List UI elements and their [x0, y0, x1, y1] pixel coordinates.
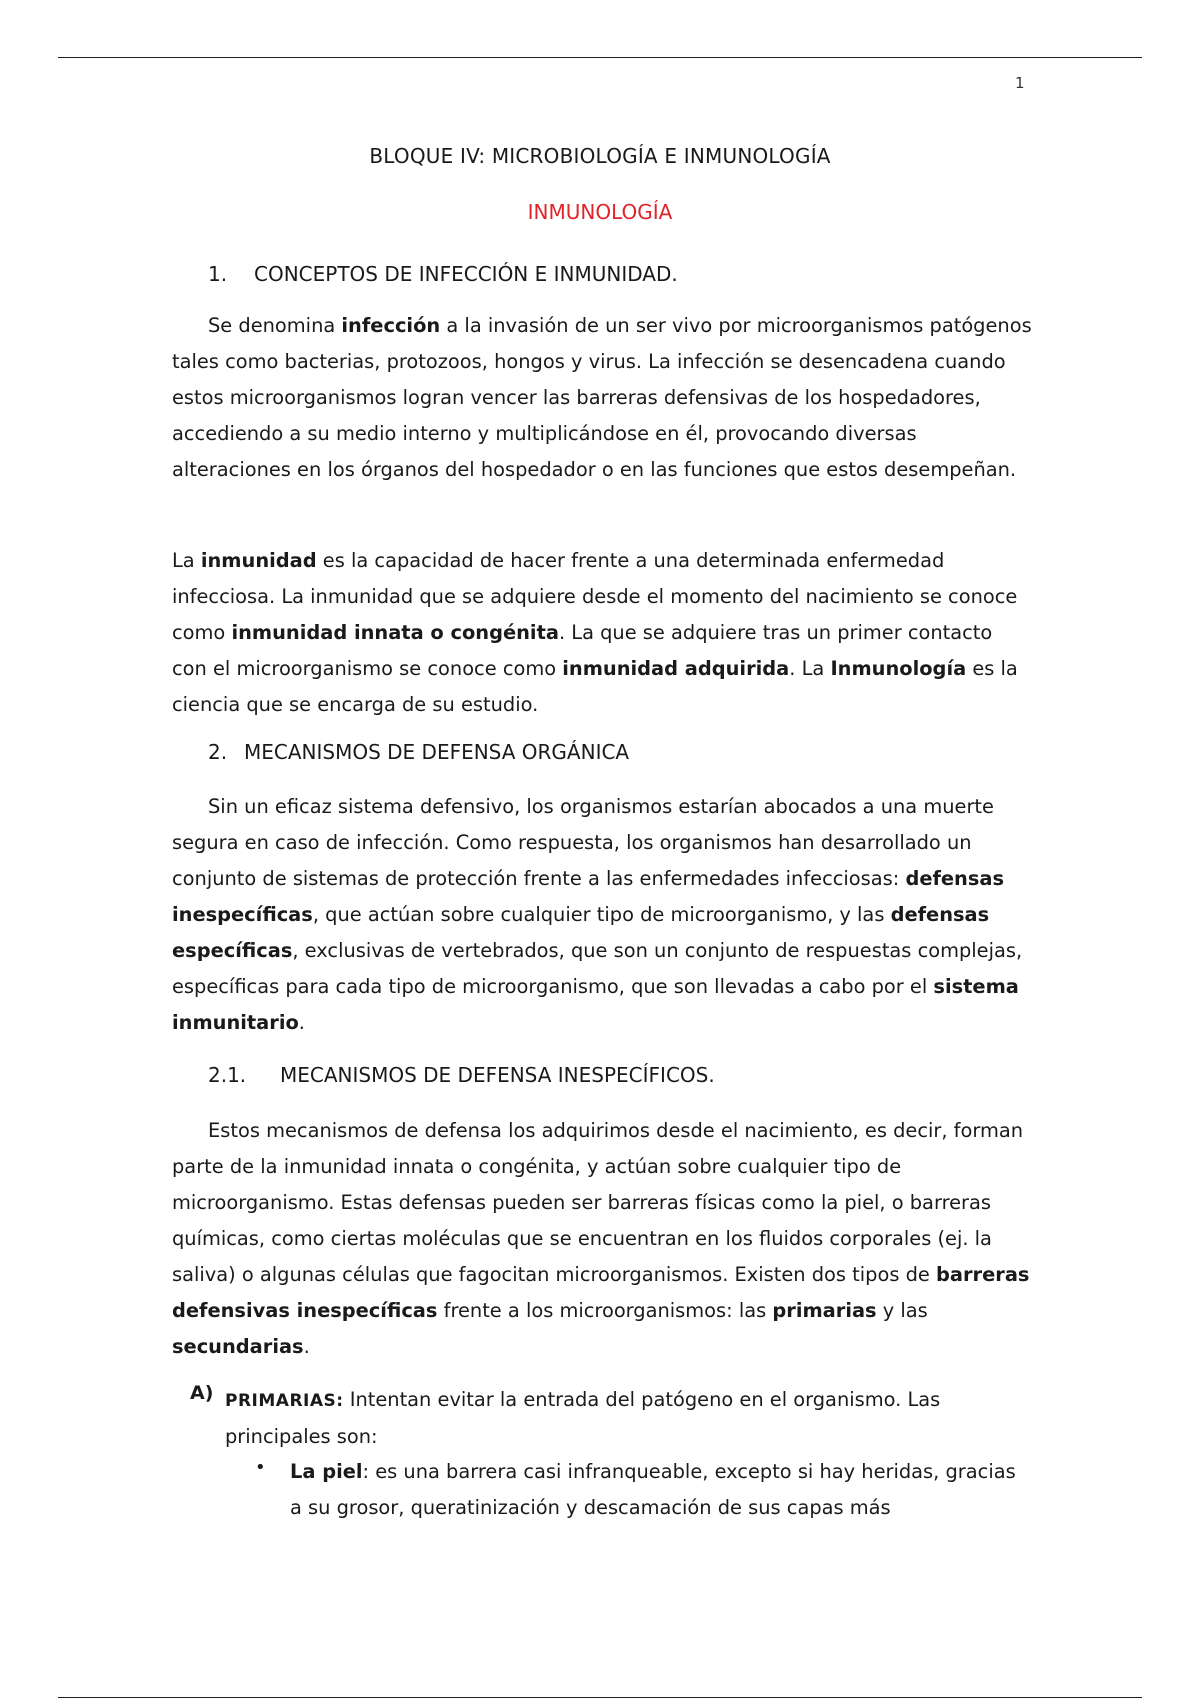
section-1-paragraph-1 — [172, 308, 1032, 488]
text: Intentan evitar la entrada del patógeno en el organismo. Las principales son: — [225, 1388, 941, 1448]
term-sistema-inmunitario: sistema inmunitario — [172, 975, 1019, 1034]
term-defensas-especificas: defensas específicas — [172, 903, 990, 962]
text: es la ciencia que se encarga de su estudio. — [172, 657, 1018, 716]
term-la-piel: La piel — [290, 1460, 363, 1483]
section-2-1-heading: MECANISMOS DE DEFENSA INESPECÍFICOS. — [280, 1063, 715, 1087]
text: frente a los microorganismos: las — [437, 1299, 773, 1322]
section-2-number: 2. — [208, 740, 228, 764]
section-1-paragraph-2 — [172, 543, 1032, 723]
text: : es una barrera casi infranqueable, excepto si hay heridas, gracias a su grosor, queratinización y descamación de sus capas más — [290, 1460, 1016, 1519]
document-subtitle: INMUNOLOGÍA — [527, 200, 673, 224]
text: . — [303, 1335, 310, 1358]
term-inmunidad-adquirida: inmunidad adquirida — [562, 657, 790, 680]
bullet-icon: • — [255, 1457, 266, 1478]
text: es la capacidad de hacer frente a una determinada enfermedad infecciosa. La inmunidad que se adquiere desde el momento del nacimiento se conoce como — [172, 549, 1018, 644]
term-primarias: primarias — [772, 1299, 877, 1322]
term-inmunidad: inmunidad — [200, 549, 317, 572]
text: , exclusivas de vertebrados, que son un conjunto de respuestas complejas, específicas para cada tipo de microorganismo, que son llevadas a cabo por el — [172, 939, 1023, 998]
term-inmunologia: Inmunología — [830, 657, 967, 680]
section-2-1-paragraph-1 — [172, 1113, 1032, 1365]
text: , que actúan sobre cualquier tipo de microorganismo, y las — [312, 903, 891, 926]
page-number: 1 — [1015, 74, 1025, 92]
text: a la invasión de un ser vivo por microorganismos patógenos tales como bacterias, protozoos, hongos y virus. La infección se desencadena cuando estos microorganismos logran vencer las barreras defensivas de los hospedadores, accediendo a su medio interno y multiplicándose en él, provocando diversas alteraciones en los órganos del hospedador o en las funciones que estos desempeñan. — [172, 314, 1032, 481]
text: . La — [789, 657, 831, 680]
text: y las — [876, 1299, 928, 1322]
text: Sin un eficaz sistema defensivo, los organismos estarían abocados a una muerte segura en caso de infección. Como respuesta, los organismos han desarrollado un conjunto de sistemas de protección frente a las enfermedades infecciosas: — [172, 795, 994, 890]
list-a-marker: A) — [190, 1382, 214, 1404]
term-defensas-inespecificas: defensas inespecíficas — [172, 867, 1005, 926]
text: . — [298, 1011, 305, 1034]
section-2-heading: MECANISMOS DE DEFENSA ORGÁNICA — [244, 740, 630, 764]
term-inmunidad-innata: inmunidad innata o congénita — [231, 621, 559, 644]
text: La — [172, 549, 201, 572]
document-title: BLOQUE IV: MICROBIOLOGÍA E INMUNOLOGÍA — [369, 144, 831, 168]
section-2-paragraph-1 — [172, 789, 1032, 1041]
list-a-item — [225, 1382, 1025, 1455]
text: Estos mecanismos de defensa los adquirimos desde el nacimiento, es decir, forman parte de la inmunidad innata o congénita, y actúan sobre cualquier tipo de microorganismo. Estas defensas pueden ser barreras físicas como la piel, o barreras químicas, como ciertas moléculas que se encuentran en los fluidos corporales (ej. la saliva) o algunas células que fagocitan microorganismos. Existen dos tipos de — [172, 1119, 1024, 1286]
term-secundarias: secundarias — [172, 1335, 304, 1358]
term-infeccion: infección — [341, 314, 441, 337]
list-a-label: PRIMARIAS: — [225, 1391, 344, 1411]
term-barreras-inespecificas: barreras defensivas inespecíficas — [172, 1263, 1030, 1322]
list-a-bullet-1 — [290, 1454, 1030, 1526]
section-1-heading: CONCEPTOS DE INFECCIÓN E INMUNIDAD. — [254, 262, 678, 286]
section-2-1-number: 2.1. — [208, 1063, 247, 1087]
text: . La que se adquiere tras un primer contacto con el microorganismo se conoce como — [172, 621, 993, 680]
section-1-number: 1. — [208, 262, 228, 286]
bottom-rule — [58, 1697, 1142, 1698]
top-rule — [58, 57, 1142, 58]
text: Se denomina — [208, 314, 342, 337]
